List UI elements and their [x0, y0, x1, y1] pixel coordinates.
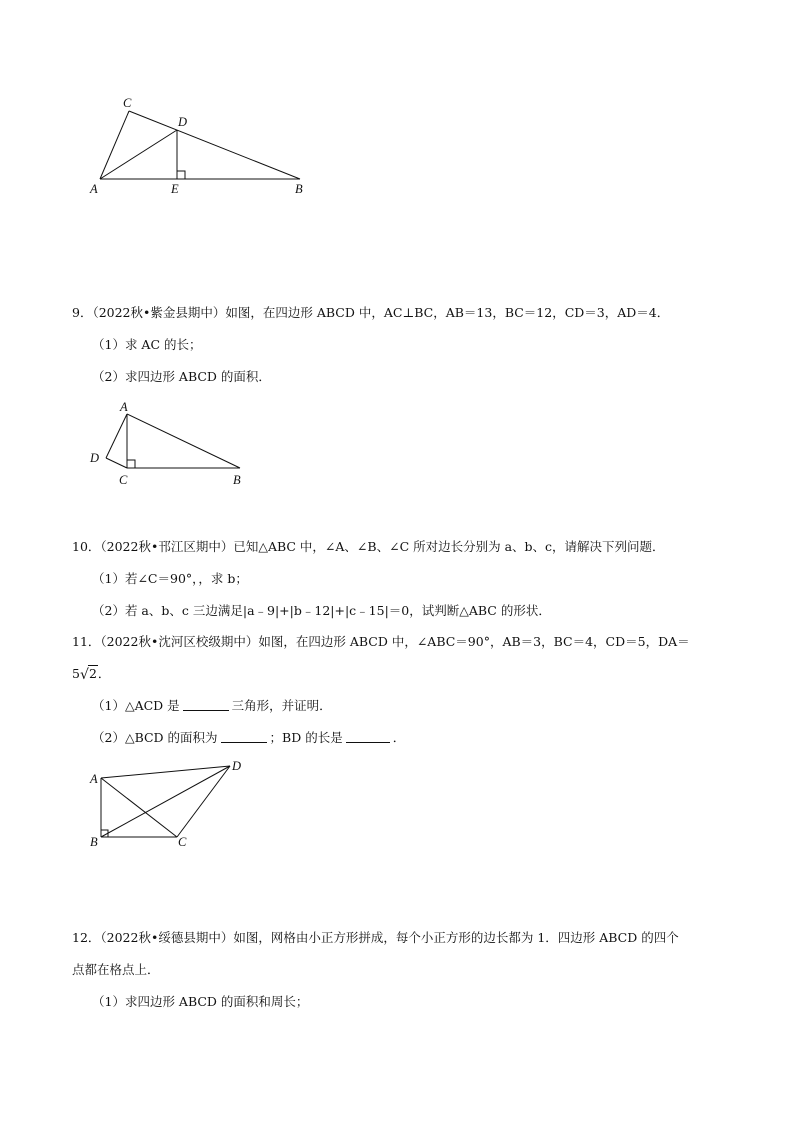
q9-part1: （1）求 AC 的长； — [92, 337, 202, 352]
answer-blank-area[interactable] — [221, 730, 267, 743]
figure-q9 — [84, 396, 264, 488]
label-e: E — [171, 182, 179, 196]
q12-stem-line2: 点都在格点上． — [72, 962, 160, 977]
q11-part1-b: 三角形，并证明． — [231, 698, 332, 713]
label-c: C — [123, 96, 132, 110]
q9-stem: 9．（2022秋•紫金县期中）如图，在四边形 ABCD 中，AC⊥BC，AB＝13，BC＝12，CD＝3，AD＝4． — [72, 305, 670, 320]
q11-part2 — [92, 729, 405, 747]
q11-part1 — [92, 697, 332, 715]
q11-part2-c: ． — [392, 730, 406, 745]
label-d: D — [178, 115, 188, 129]
q11-label-b: B — [90, 835, 98, 849]
sqrt-symbol: √ 2 — [79, 666, 97, 683]
q9-part2: （2）求四边形 ABCD 的面积． — [92, 369, 271, 384]
figure-q8 — [84, 92, 324, 202]
q11-part2-a: （2）△BCD 的面积为 — [92, 730, 218, 745]
q11-stem-line2 — [72, 665, 110, 683]
q12-stem: 12．（2022秋•绥德县期中）如图，网格由小正方形拼成，每个小正方形的边长都为 1．四边形 ABCD 的四个 — [72, 930, 679, 945]
q10-part2: （2）若 a、b、c 三边满足|a﹣9|+|b﹣12|+|c﹣15|＝0，试判断△ABC 的形状． — [92, 603, 551, 618]
q11-label-a: A — [90, 772, 98, 786]
answer-blank-bd-length[interactable] — [346, 730, 390, 743]
q11-part2-b: ；BD 的长是 — [269, 730, 343, 745]
q11-label-c: C — [178, 835, 187, 849]
q9-label-d: D — [90, 451, 100, 465]
answer-blank-triangle-type[interactable] — [183, 698, 229, 711]
label-b: B — [295, 182, 303, 196]
figure-q11 — [84, 756, 264, 856]
q11-da-radicand: 2 — [88, 666, 97, 681]
q9-label-a: A — [120, 400, 128, 414]
q10-stem: 10．（2022秋•邗江区期中）已知△ABC 中，∠A、∠B、∠C 所对边长分别为 a、b、c，请解决下列问题． — [72, 539, 665, 554]
figure-q8-svg — [84, 92, 324, 202]
q11-part1-a: （1）△ACD 是 — [92, 698, 180, 713]
q12-part1: （1）求四边形 ABCD 的面积和周长； — [92, 994, 309, 1009]
figure-q11-svg — [84, 756, 264, 856]
label-a: A — [90, 182, 98, 196]
q11-da-coef: 5 — [72, 666, 80, 681]
q9-label-c: C — [119, 473, 128, 487]
q10-part1: （1）若∠C＝90°，，求 b； — [92, 571, 248, 586]
q11-stem: 11．（2022秋•沈河区校级期中）如图，在四边形 ABCD 中，∠ABC＝90°，AB＝3，BC＝4，CD＝5，DA＝ — [72, 634, 690, 649]
q9-label-b: B — [233, 473, 241, 487]
q11-stem-end: ． — [97, 666, 111, 681]
figure-q9-svg — [84, 396, 264, 488]
q11-label-d: D — [232, 759, 242, 773]
